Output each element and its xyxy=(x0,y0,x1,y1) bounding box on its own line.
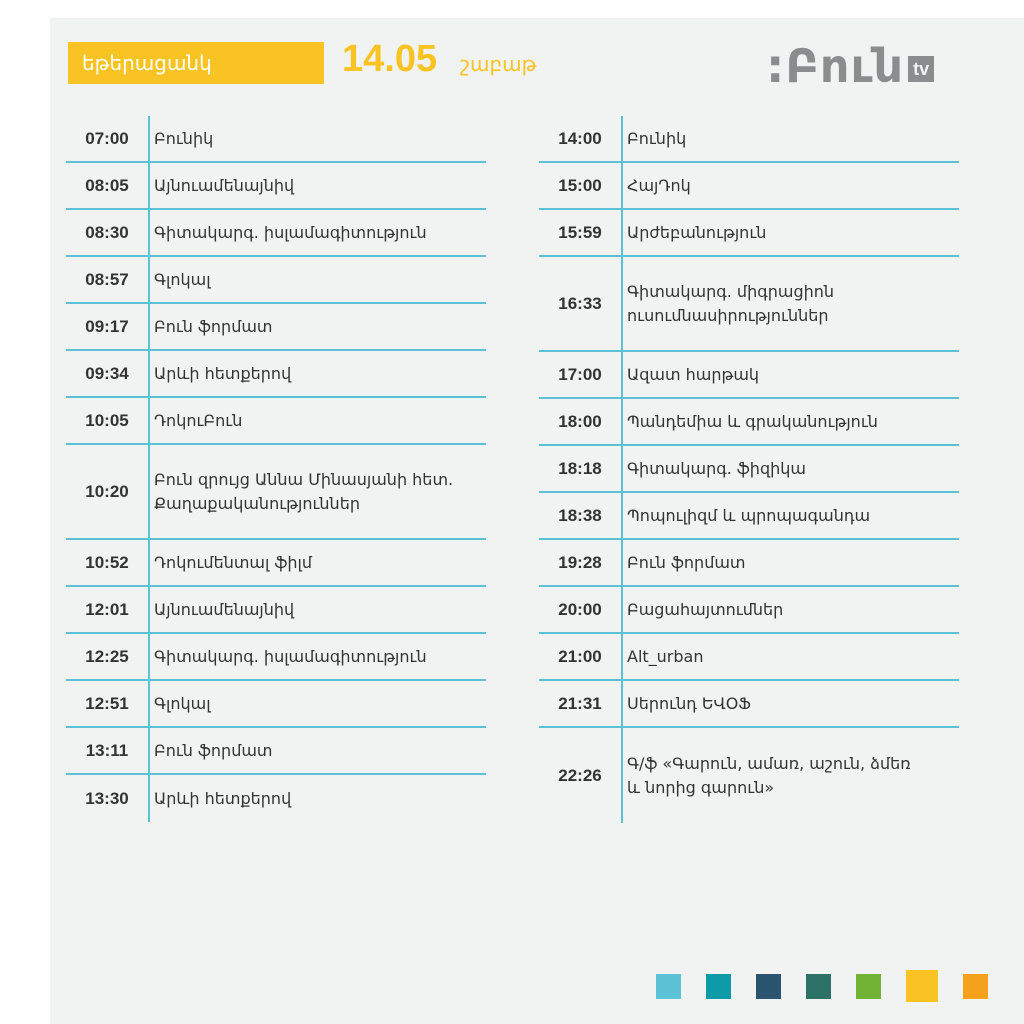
schedule-row xyxy=(539,257,959,352)
schedule-row xyxy=(66,398,486,445)
schedule-row xyxy=(66,728,486,775)
schedule-program: Բուն ֆորմատ xyxy=(627,552,746,572)
schedule-time: 09:34 xyxy=(85,363,129,383)
logo-text: :Բուն xyxy=(766,39,905,93)
schedule-program: Բուն ֆորմատ xyxy=(154,316,273,336)
schedule-row xyxy=(539,681,959,728)
schedule-time: 14:00 xyxy=(558,128,602,148)
schedule-row xyxy=(539,446,959,493)
schedule-row xyxy=(66,351,486,398)
schedule-left-column xyxy=(66,116,486,822)
schedule-time: 22:26 xyxy=(558,765,602,785)
schedule-time: 19:28 xyxy=(558,552,602,572)
schedule-program: Արժեբանություն xyxy=(627,222,767,242)
schedule-program: Բունիկ xyxy=(154,128,214,148)
schedule-time: 08:30 xyxy=(85,222,129,242)
schedule-row xyxy=(539,493,959,540)
schedule-time: 12:51 xyxy=(85,693,129,713)
schedule-row xyxy=(66,210,486,257)
schedule-program: Գիտակարգ. իսլամագիտություն xyxy=(154,646,427,666)
schedule-time: 13:30 xyxy=(85,788,129,808)
color-palette-strip xyxy=(656,970,988,1002)
schedule-time: 16:33 xyxy=(558,293,602,313)
schedule-row xyxy=(66,540,486,587)
schedule-row xyxy=(66,116,486,163)
schedule-row xyxy=(66,634,486,681)
schedule-time: 12:01 xyxy=(85,599,129,619)
schedule-time: 15:59 xyxy=(558,222,602,242)
schedule-time: 12:25 xyxy=(85,646,129,666)
schedule-program: Alt_urban xyxy=(627,646,704,666)
logo-tv-badge: tv xyxy=(908,56,934,82)
schedule-time: 15:00 xyxy=(558,175,602,195)
schedule-row xyxy=(539,352,959,399)
palette-square xyxy=(756,974,781,999)
schedule-program: Գլոկալ xyxy=(154,693,211,713)
page-title: եթերացանկ xyxy=(68,42,324,84)
palette-square xyxy=(856,974,881,999)
schedule-time: 18:00 xyxy=(558,411,602,431)
palette-square xyxy=(706,974,731,999)
schedule-program: ԴոկուԲուն xyxy=(154,410,243,430)
schedule-row xyxy=(539,634,959,681)
schedule-row xyxy=(539,116,959,163)
schedule-row xyxy=(66,775,486,822)
schedule-row xyxy=(539,399,959,446)
palette-square xyxy=(806,974,831,999)
schedule-program: Ազատ հարթակ xyxy=(627,364,760,384)
schedule-row xyxy=(66,304,486,351)
schedule-time: 17:00 xyxy=(558,364,602,384)
schedule-program: Այնուամենայնիվ xyxy=(154,599,295,619)
schedule-program: Պանդեմիա և գրականություն xyxy=(627,411,878,431)
schedule-program: Արևի հետքերով xyxy=(154,363,292,383)
schedule-time: 21:00 xyxy=(558,646,602,666)
schedule-time: 21:31 xyxy=(558,693,602,713)
schedule-row xyxy=(66,445,486,540)
schedule-program: Բացահայտումներ xyxy=(627,599,784,619)
schedule-time: 20:00 xyxy=(558,599,602,619)
schedule-time: 08:05 xyxy=(85,175,129,195)
channel-logo xyxy=(766,40,934,92)
schedule-time: 13:11 xyxy=(85,740,129,760)
schedule-time: 07:00 xyxy=(85,128,129,148)
schedule-program: Պոպուլիզմ և պրոպագանդա xyxy=(627,505,871,525)
schedule-row xyxy=(66,257,486,304)
schedule-program: Բունիկ xyxy=(627,128,687,148)
schedule-program: Դոկումենտալ ֆիլմ xyxy=(154,552,312,572)
schedule-program: Գիտակարգ. միգրացիոն ուսումնասիրություններ xyxy=(627,281,835,325)
schedule-right-column xyxy=(539,116,959,823)
palette-square xyxy=(906,970,938,1002)
schedule-time: 10:05 xyxy=(85,410,129,430)
schedule-program: Արևի հետքերով xyxy=(154,788,292,808)
schedule-time: 10:20 xyxy=(85,481,129,501)
schedule-time: 09:17 xyxy=(85,316,129,336)
schedule-program: Գիտակարգ. ֆիզիկա xyxy=(627,458,806,478)
schedule-time: 10:52 xyxy=(85,552,129,572)
palette-square xyxy=(963,974,988,999)
weekday-label: շաբաթ xyxy=(460,52,537,76)
schedule-row xyxy=(539,728,959,823)
schedule-program: Բուն ֆորմատ xyxy=(154,740,273,760)
schedule-row xyxy=(539,540,959,587)
schedule-row xyxy=(539,210,959,257)
schedule-row xyxy=(539,587,959,634)
date-label: 14.05 xyxy=(342,38,438,80)
schedule-row xyxy=(66,163,486,210)
schedule-time: 08:57 xyxy=(85,269,129,289)
schedule-program: Գ/ֆ «Գարուն, ամառ, աշուն, ձմեռ և նորից գարուն» xyxy=(627,753,911,797)
schedule-program: Գլոկալ xyxy=(154,269,211,289)
schedule-time: 18:18 xyxy=(558,458,602,478)
schedule-row xyxy=(539,163,959,210)
schedule-program: ՀայԴոկ xyxy=(627,175,691,195)
schedule-program: Այնուամենայնիվ xyxy=(154,175,295,195)
schedule-program: Բուն զրույց Աննա Մինասյանի հետ. Քաղաքականություններ xyxy=(154,469,454,513)
schedule-program: Սերունդ ԵՎՕՖ xyxy=(627,693,751,713)
schedule-row xyxy=(66,587,486,634)
schedule-time: 18:38 xyxy=(558,505,602,525)
schedule-program: Գիտակարգ. իսլամագիտություն xyxy=(154,222,427,242)
schedule-row xyxy=(66,681,486,728)
palette-square xyxy=(656,974,681,999)
